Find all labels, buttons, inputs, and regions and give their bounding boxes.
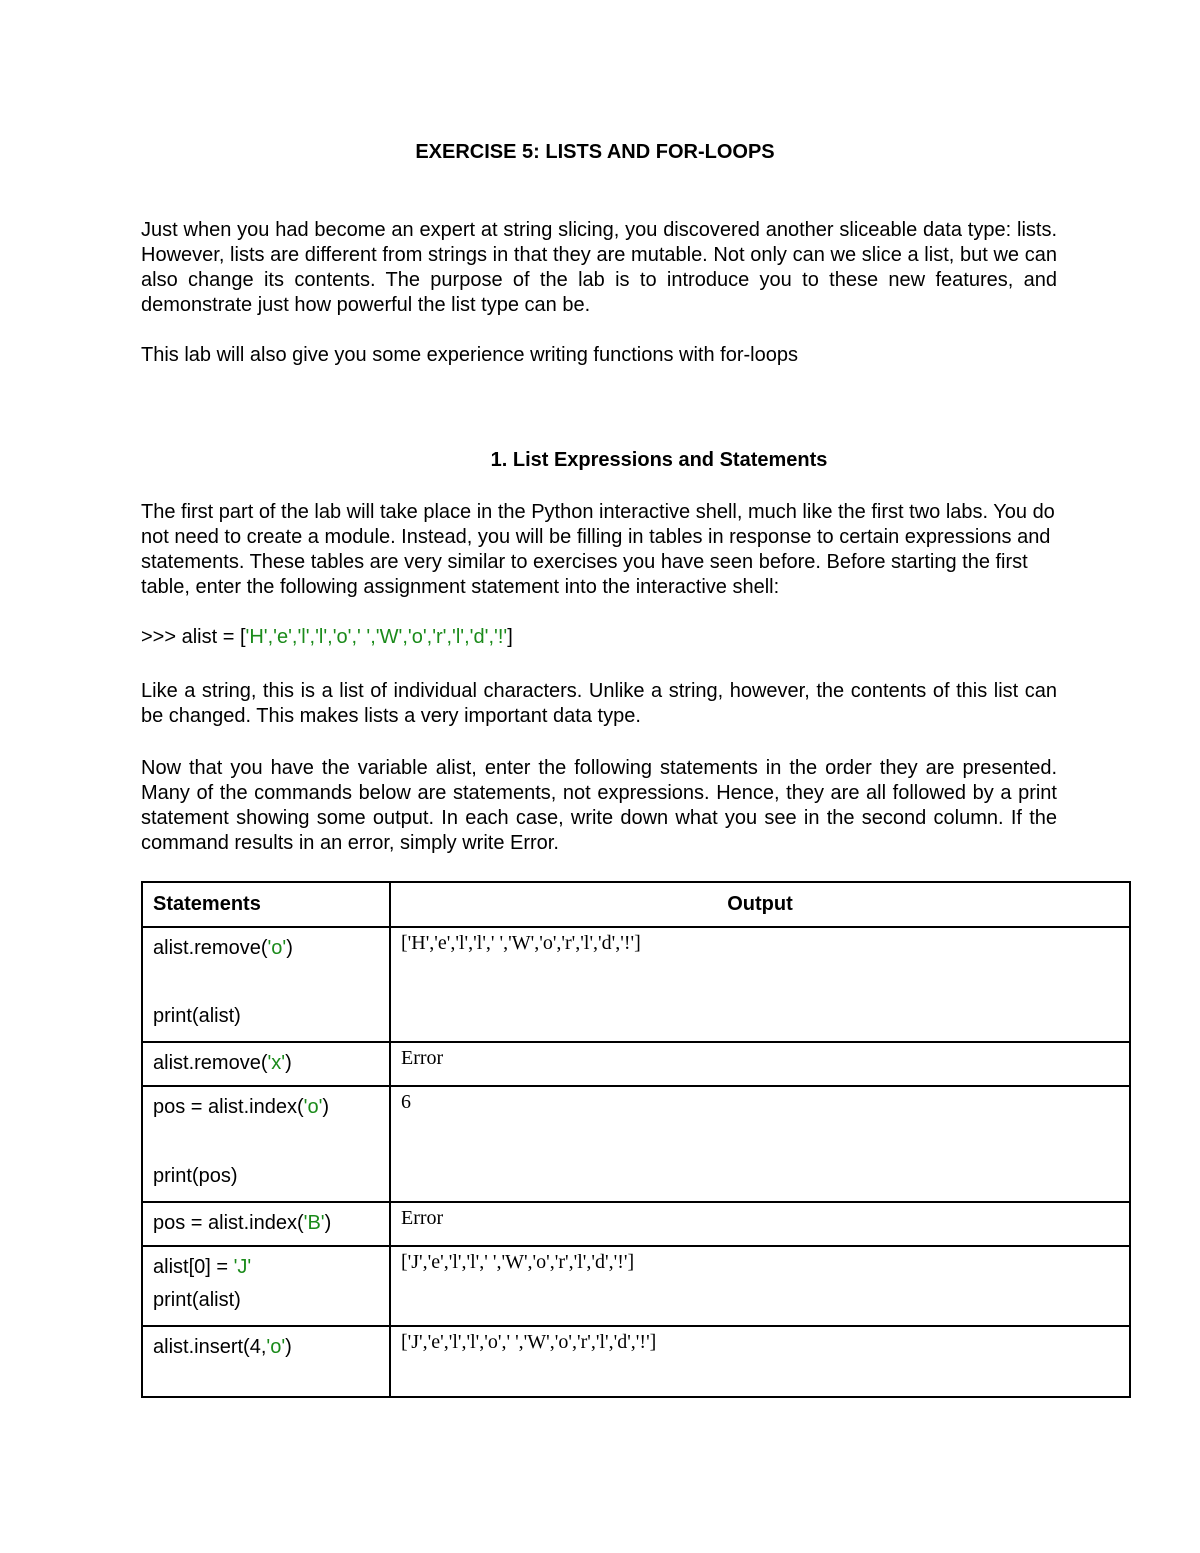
header-output: Output: [390, 882, 1130, 927]
output-cell: Error: [390, 1042, 1130, 1086]
statement-line: alist.remove('o'): [153, 937, 293, 959]
statements-table: [141, 881, 1131, 1398]
section-heading: 1. List Expressions and Statements: [490, 449, 828, 471]
table-header-row: [142, 882, 1130, 927]
print-line: print(alist): [153, 1005, 241, 1027]
output-cell: Error: [390, 1202, 1130, 1246]
output-cell: ['H','e','l','l',' ','W','o','r','l','d','!']: [390, 927, 1130, 1042]
code-assignment: [141, 626, 513, 649]
page-title: EXERCISE 5: LISTS AND FOR-LOOPS: [415, 141, 775, 163]
code-items: 'H','e','l','l','o',' ','W','o','r','l','d','!': [245, 626, 508, 648]
intro-paragraph: Just when you had become an expert at string slicing, you discovered another sliceable data type: lists. However, lists are different from strings in that they are mutable. Not only can we slice a list, but we can also change its contents. The purpose of the lab is to introduce you to these new features, and demonstrate just how powerful the list type can be.: [141, 219, 1057, 316]
statement-cell: [142, 1246, 390, 1326]
code-suffix: ]: [507, 626, 513, 648]
statement-line: alist.insert(4,'o'): [153, 1336, 292, 1358]
output-cell: ['J','e','l','l','o',' ','W','o','r','l','d','!']: [390, 1326, 1130, 1397]
table-row: [142, 1042, 1130, 1086]
statement-cell: [142, 1042, 390, 1086]
table-row: [142, 1246, 1130, 1326]
output-cell: ['J','e','l','l',' ','W','o','r','l','d','!']: [390, 1246, 1130, 1326]
table-row: [142, 1326, 1130, 1397]
section-paragraph-3: Now that you have the variable alist, enter the following statements in the order they are presented. Many of the commands below are statements, not expressions. Hence, they are all followed by a print statement showing some output. In each case, write down what you see in the second column. If the command results in an error, simply write Error.: [141, 757, 1057, 854]
header-statements: Statements: [142, 882, 390, 927]
section-paragraph-1: The first part of the lab will take place in the Python interactive shell, much like the first two labs. You do not need to create a module. Instead, you will be filling in tables in response to certain expressions and statements. These tables are very similar to exercises you have seen before. Before starting the first table, enter the following assignment statement into the interactive shell:: [141, 501, 1055, 598]
statement-cell: [142, 927, 390, 1042]
intro-paragraph-2: This lab will also give you some experience writing functions with for-loops: [141, 344, 798, 366]
statement-line: alist.remove('x'): [153, 1052, 292, 1074]
statement-line: pos = alist.index('B'): [153, 1212, 332, 1234]
statement-line: alist[0] = 'J': [153, 1256, 252, 1278]
statement-cell: [142, 1086, 390, 1202]
statement-line: pos = alist.index('o'): [153, 1096, 330, 1118]
print-line: print(alist): [153, 1289, 241, 1311]
code-prefix: >>> alist = [: [141, 626, 246, 648]
table-row: [142, 1202, 1130, 1246]
statement-cell: [142, 1202, 390, 1246]
section-paragraph-2: Like a string, this is a list of individual characters. Unlike a string, however, the contents of this list can be changed. This makes lists a very important data type.: [141, 680, 1057, 727]
print-line: print(pos): [153, 1165, 238, 1187]
table-row: [142, 1086, 1130, 1202]
output-cell: 6: [390, 1086, 1130, 1202]
table-row: [142, 927, 1130, 1042]
statement-cell: [142, 1326, 390, 1397]
